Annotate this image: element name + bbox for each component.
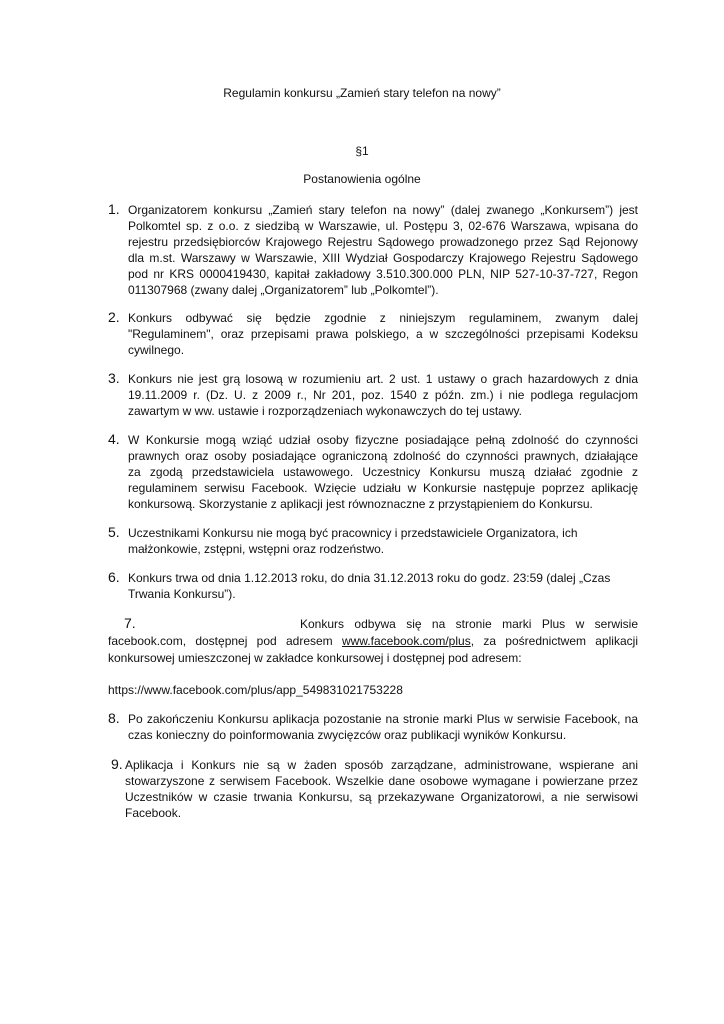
item-number: 4.	[108, 431, 120, 447]
text-line: cywilnego.	[128, 343, 185, 357]
item-text	[128, 202, 638, 298]
item-text	[128, 371, 638, 419]
text-line	[108, 633, 638, 649]
text-segment: , za pośrednictwem aplikacji	[470, 634, 638, 648]
item-number: 9.	[111, 756, 123, 772]
item-text	[128, 525, 638, 557]
text-line: Konkurs trwa od dnia 1.12.2013 roku, do dnia 31.12.2013 roku do godz. 23:59 (dalej „Czas	[128, 571, 611, 585]
text-line: stowarzyszone z serwisem Facebook. Wszelkie dane osobowe wymagane i powierzane przez	[125, 774, 638, 788]
item-text	[128, 432, 638, 512]
text-line: prawnych oraz osoby posiadające ograniczoną zdolność do czynności prawnych, działające	[128, 449, 638, 463]
item-text	[128, 570, 638, 602]
item-number: 6.	[108, 569, 120, 585]
text-segment: facebook.com, dostępnej pod adresem	[108, 634, 342, 648]
item-number: 3.	[108, 370, 120, 386]
text-line: konkursową. Skorzystanie z aplikacji jest równoznaczne z przystąpieniem do Konkursu.	[128, 497, 593, 511]
text-line: Trwania Konkursu”).	[128, 587, 236, 601]
item-number: 7.	[124, 615, 136, 631]
text-line: Facebook.	[125, 806, 182, 820]
text-line: Konkurs odbywa się na stronie marki Plus w serwisie	[300, 617, 638, 631]
section-title: Postanowienia ogólne	[303, 172, 421, 186]
text-line: pod nr KRS 0000419430, kapitał zakładowy 3.510.300.000 PLN, NIP 527-10-37-727, Regon	[128, 267, 638, 281]
text-line: Uczestnikami Konkursu nie mogą być pracownicy i przedstawiciele Organizatora, ich	[128, 526, 578, 540]
document-title: Regulamin konkursu „Zamień stary telefon na nowy”	[223, 86, 501, 100]
text-line: Konkurs nie jest grą losową w rozumieniu art. 2 ust. 1 ustawy o grach hazardowych z dnia	[128, 372, 638, 386]
text-line: Konkurs odbywać się będzie zgodnie z niniejszym regulaminem, zwanym dalej	[128, 311, 638, 325]
item-text	[128, 711, 638, 743]
text-line: konkursowej umieszczonej w zakładce konkursowej i dostępnej pod adresem:	[108, 651, 522, 665]
text-line: małżonkowie, zstępni, wstępni oraz rodzeństwo.	[128, 542, 385, 556]
text-line: 011307968 (zwany dalej „Organizatorem” lub „Polkomtel”).	[128, 283, 439, 297]
item-number: 8.	[108, 710, 120, 726]
text-line: za zgodą przedstawiciela ustawowego. Uczestnicy Konkursu muszą działać zgodnie z	[128, 465, 638, 479]
text-line: Polkomtel sp. z o.o. z siedzibą w Warszawie, ul. Postępu 3, 02-676 Warszawa, wpisana do	[128, 219, 638, 233]
item-number: 5.	[108, 524, 120, 540]
item-text	[125, 757, 638, 821]
text-line: Aplikacja i Konkurs nie są w żaden sposób zarządzane, administrowane, wspierane ani	[125, 758, 638, 772]
item-number: 2.	[108, 309, 120, 325]
text-line: 19.11.2009 r. (Dz. U. z 2009 r., Nr 201, poz. 1540 z późn. zm.) i nie podlega regulacjom	[128, 388, 638, 402]
facebook-plus-link[interactable]: www.facebook.com/plus	[341, 634, 471, 648]
text-line: W Konkursie mogą wziąć udział osoby fizyczne posiadające pełną zdolność do czynności	[128, 433, 638, 447]
text-line: dla m.st. Warszawy w Warszawie, XIII Wydział Gospodarczy Krajowego Rejestru Sądowego	[128, 251, 638, 265]
text-line: rejestru przedsiębiorców Krajowego Rejestru Sądowego prowadzonego przez Sąd Rejonowy	[128, 235, 638, 249]
text-line: Po zakończeniu Konkursu aplikacja pozostanie na stronie marki Plus w serwisie Facebook, na	[128, 712, 638, 726]
text-line: zawartym w ww. ustawie i rozporządzeniach wykonawczych do tej ustawy.	[128, 404, 522, 418]
app-url: https://www.facebook.com/plus/app_549831021753228	[108, 683, 403, 697]
text-line: czas konieczny do poinformowania zwycięzców oraz publikacji wyników Konkursu.	[128, 728, 567, 742]
text-line: "Regulaminem", oraz przepisami prawa polskiego, a w szczególności przepisami Kodeksu	[128, 327, 638, 341]
section-number: §1	[355, 144, 369, 158]
item-text	[128, 310, 638, 358]
text-line: Uczestników w czasie trwania Konkursu, są przekazywane Organizatorowi, a nie serwisowi	[125, 790, 638, 804]
text-line: Organizatorem konkursu „Zamień stary telefon na nowy” (dalej zwanego „Konkursem”) jest	[128, 203, 638, 217]
item-number: 1.	[108, 201, 120, 217]
text-line: regulaminem serwisu Facebook. Wzięcie udziału w Konkursie następuje poprzez aplikację	[128, 481, 638, 495]
